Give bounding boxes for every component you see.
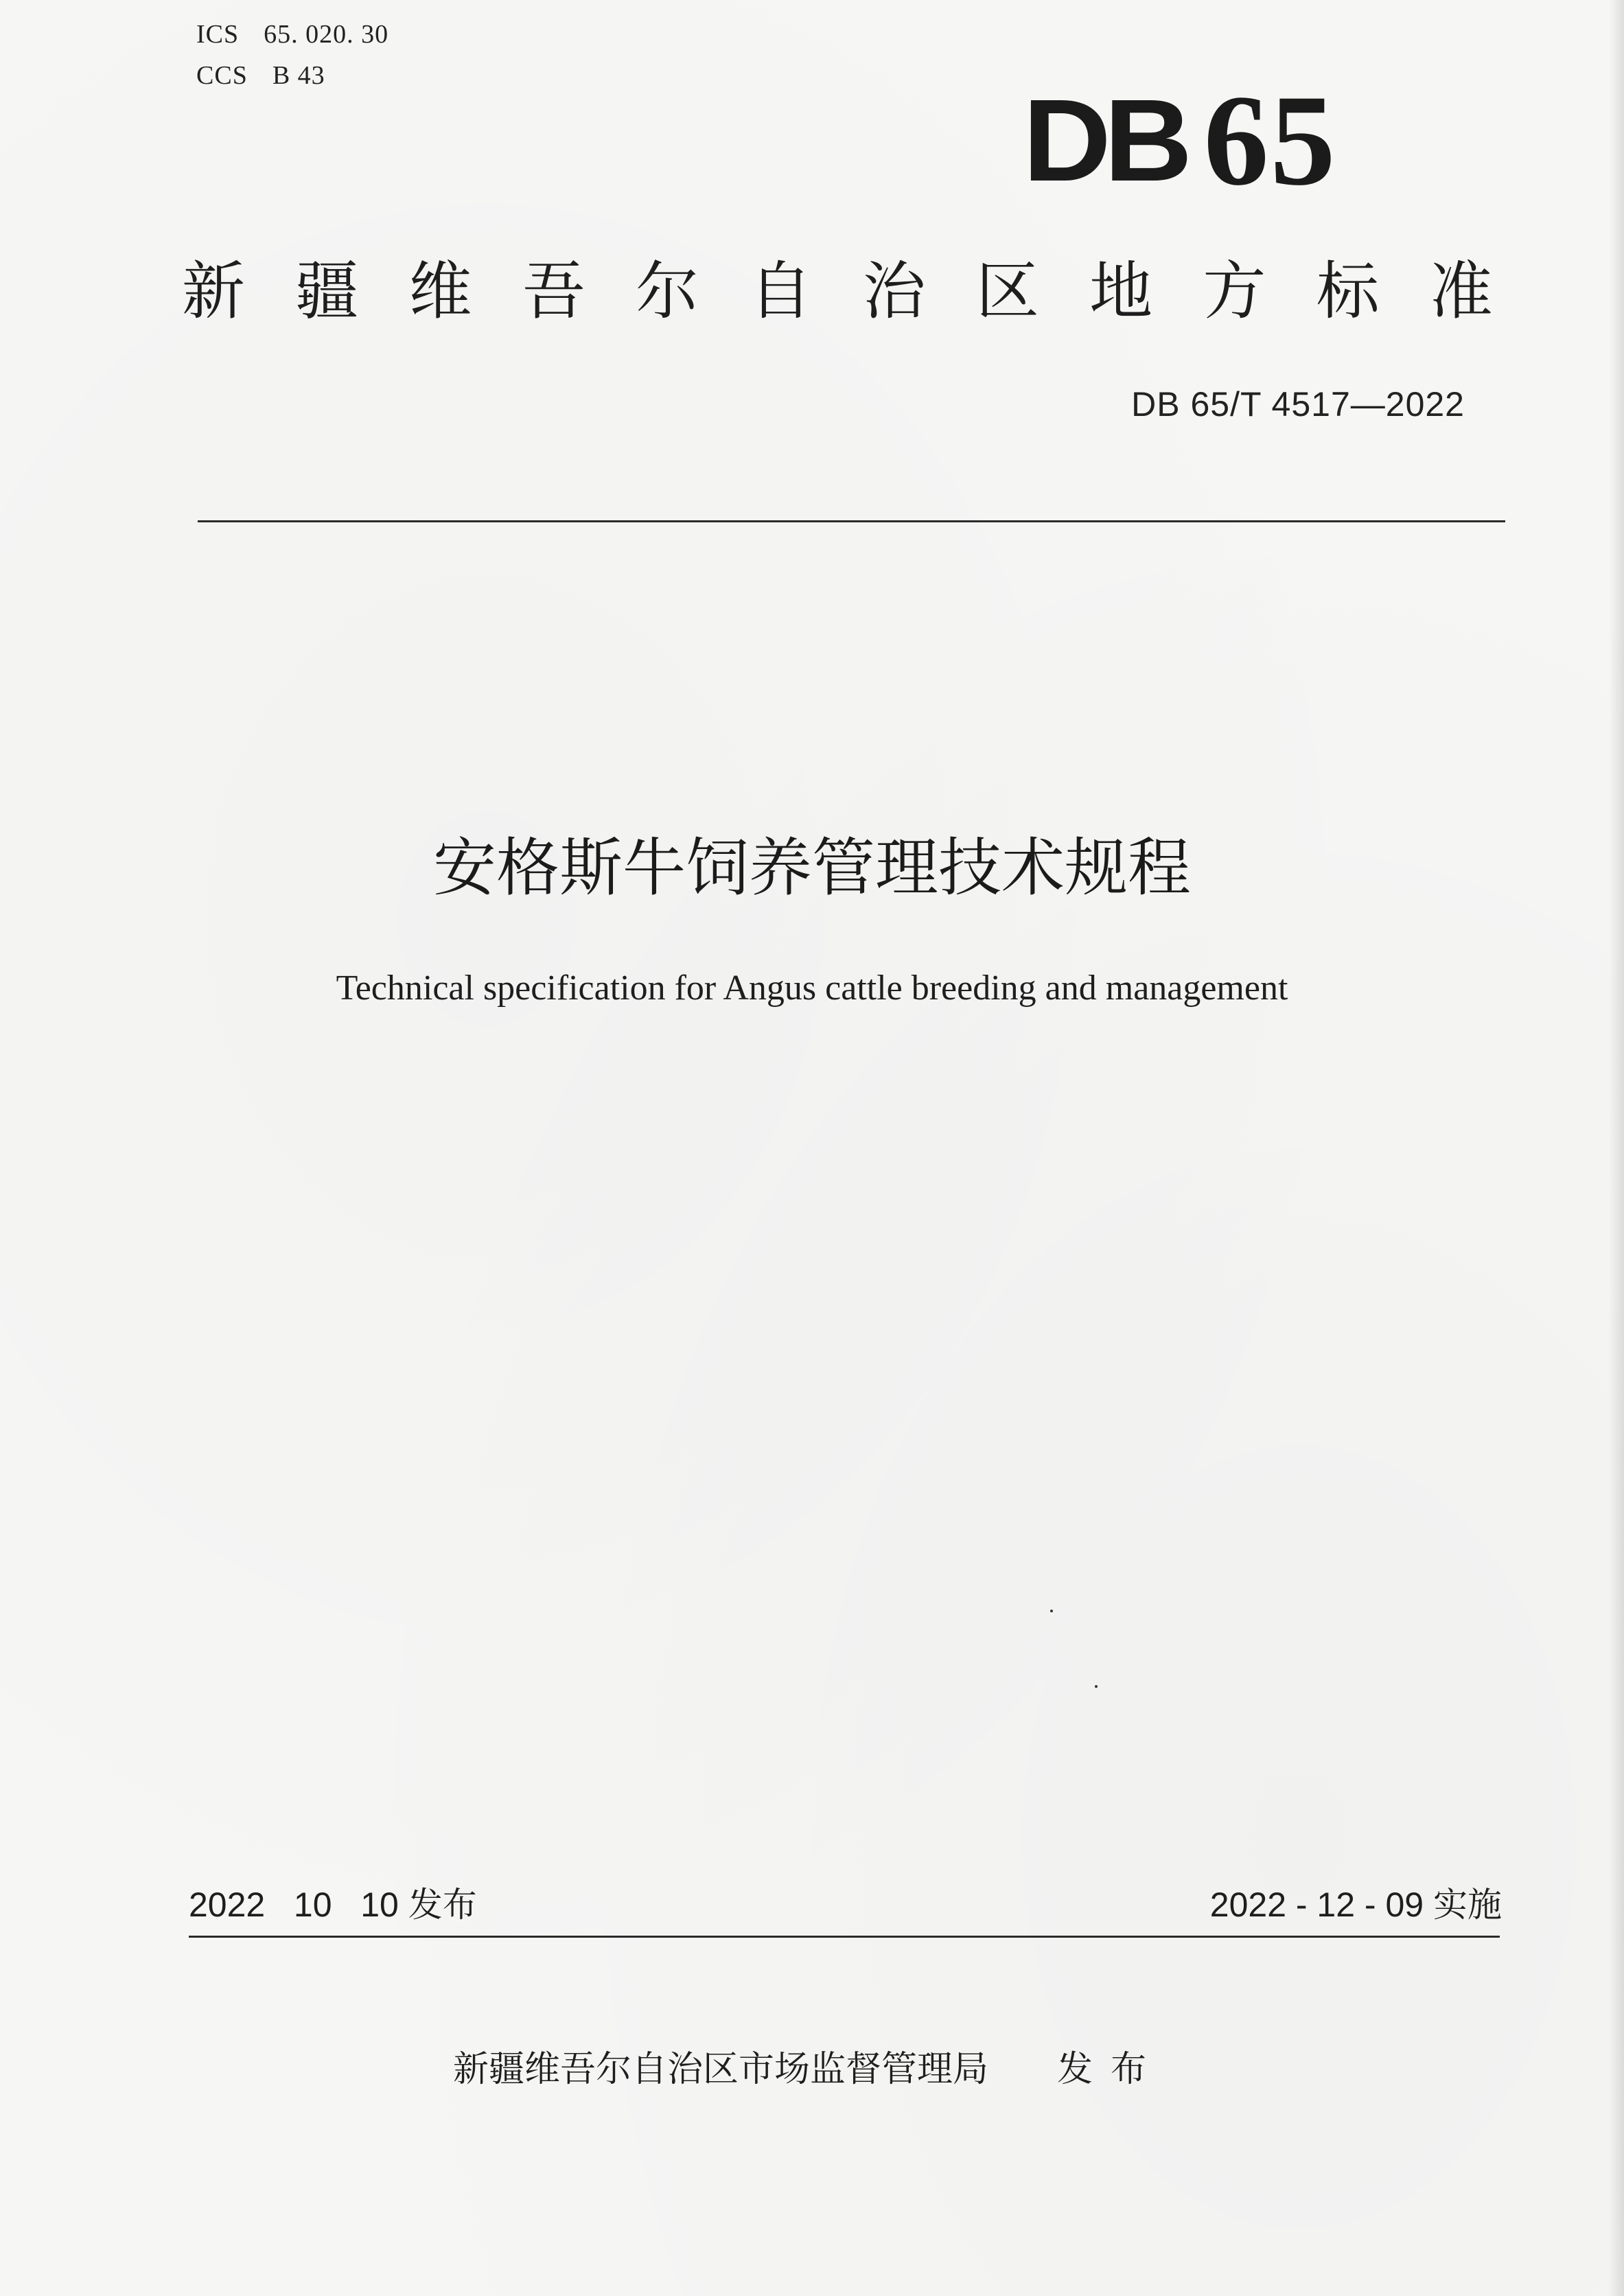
authority-char: 新 — [182, 255, 246, 328]
document-title-cn: 安格斯牛饲养管理技术规程 — [432, 831, 1191, 905]
top-divider — [198, 520, 1505, 522]
issuer-line — [453, 2045, 1164, 2094]
implementation-date: 2022 - 12 - 09 实施 — [1209, 1886, 1502, 1924]
authority-char: 区 — [975, 255, 1039, 328]
bottom-divider — [189, 1936, 1500, 1938]
ccs-value: B 43 — [272, 61, 325, 90]
issuer-org: 新疆维吾尔自治区市场监督管理局 — [453, 2049, 989, 2090]
issuer-action: 发布 — [1057, 2049, 1165, 2090]
document-title-en: Technical specification for Angus cattle breeding and management — [336, 969, 1288, 1008]
authority-char: 尔 — [636, 255, 699, 328]
scan-edge-shadow — [1609, 0, 1624, 2296]
ics-label: ICS — [196, 20, 240, 49]
db65-logo — [1023, 69, 1387, 213]
authority-char: 准 — [1429, 255, 1493, 328]
authority-char: 自 — [749, 255, 813, 328]
ics-code — [196, 19, 388, 49]
logo-letters: DB — [1023, 76, 1185, 206]
authority-char: 方 — [1203, 255, 1266, 328]
authority-char: 治 — [862, 255, 926, 328]
ccs-code — [196, 60, 325, 91]
authority-char: 维 — [408, 255, 472, 328]
authority-char: 吾 — [522, 255, 585, 328]
scan-speck — [1050, 1610, 1053, 1612]
scan-speck — [1095, 1685, 1098, 1688]
issue-date: 2022 10 10 发布 — [189, 1886, 477, 1924]
ics-value: 65. 020. 30 — [264, 20, 389, 49]
authority-char: 标 — [1316, 255, 1380, 328]
logo-number: 65 — [1203, 69, 1337, 213]
standard-number: DB 65/T 4517—2022 — [1131, 385, 1465, 424]
authority-char: 地 — [1089, 255, 1153, 328]
ccs-label: CCS — [196, 61, 248, 90]
authority-title — [182, 251, 1493, 333]
authority-char: 疆 — [295, 255, 359, 328]
